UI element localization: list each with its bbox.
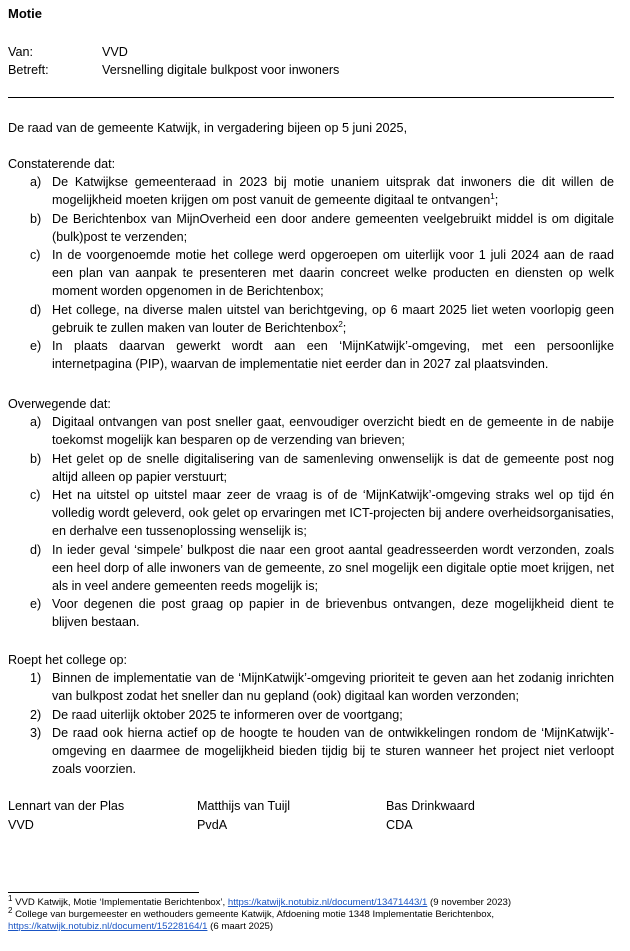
signer-name: Matthijs van Tuijl	[197, 799, 291, 813]
list-item-label: e)	[30, 339, 42, 354]
signer-name: Lennart van der Plas	[8, 799, 125, 813]
section-heading: Roept het college op:	[8, 653, 128, 667]
list-item-label: d)	[30, 302, 42, 317]
section-constaterende	[8, 155, 614, 373]
constaterende-list	[8, 173, 614, 373]
roept-list	[8, 669, 614, 778]
van-value: VVD	[102, 45, 128, 59]
header-divider	[8, 97, 614, 98]
list-item-text: De Berichtenbox van MijnOverheid een door andere gemeenten veelgebruikt middel is om digitale (bulk)post te verzenden;	[52, 211, 614, 244]
list-item-label: e)	[30, 597, 42, 612]
list-item-label: 2)	[30, 707, 42, 722]
footnote-2-cont: https://katwijk.notubiz.nl/document/15228164/1 (6 maart 2025)	[8, 921, 274, 932]
signer-party: PvdA	[197, 818, 228, 832]
footnote-divider	[8, 892, 199, 893]
list-item-text: De Katwijkse gemeenteraad in 2023 bij motie unaniem uitsprak dat inwoners die dit willen de mogelijkheid moeten krijgen om post vanuit de gemeente digitaal te ontvangen$^1$;	[52, 175, 614, 208]
section-heading: Overwegende dat:	[8, 397, 111, 411]
footnote-2-link[interactable]: https://katwijk.notubiz.nl/document/15228164/1	[8, 921, 208, 932]
meta-betreft-row	[8, 61, 339, 79]
list-item	[8, 210, 614, 246]
footnotes	[8, 893, 614, 933]
list-item-label: a)	[30, 415, 42, 430]
signer-pvda	[197, 797, 290, 835]
list-item	[8, 450, 614, 486]
betreft-label: Betreft:	[8, 63, 49, 77]
section-heading: Constaterende dat:	[8, 157, 116, 171]
list-item-label: 3)	[30, 725, 42, 740]
signer-party: CDA	[386, 818, 413, 832]
intro-text: De raad van de gemeente Katwijk, in vergadering bijeen op 5 juni 2025,	[8, 121, 408, 135]
list-item	[8, 724, 614, 779]
list-item-text: De raad ook hierna actief op de hoogte te houden van de ontwikkelingen rondom de ‘MijnKatwijk’-omgeving en daarmee de mogelijkheid bieden tijdig bij te sturen wanneer het project niet verloopt zoals voorzien.	[52, 725, 614, 777]
list-item-text: Binnen de implementatie van de ‘MijnKatwijk’-omgeving prioriteit te geven aan het zodanig inrichten van bulkpost zodat het sneller dan nu gepland (ook) digitaal kan worden verzonden;	[52, 671, 614, 704]
signer-party: VVD	[8, 818, 34, 832]
list-item-text: Digitaal ontvangen van post sneller gaat, eenvoudiger overzicht biedt en de gemeente in de nabije toekomst mogelijk kan besparen op de verzending van brieven;	[52, 415, 614, 448]
list-item	[8, 486, 614, 541]
list-item	[8, 595, 614, 631]
list-item-text: In de voorgenoemde motie het college werd opgeroepen om uiterlijk voor 1 juli 2024 aan de raad een plan van aanpak te presenteren met daarin concreet welke producten en diensten op welk moment worden opgenomen in de Berichtenbox;	[52, 248, 614, 299]
list-item-label: c)	[30, 488, 41, 503]
list-item-label: 1)	[30, 671, 42, 686]
overwegende-list	[8, 413, 614, 631]
footnote-ref: 2	[338, 319, 343, 329]
betreft-value: Versnelling digitale bulkpost voor inwoners	[102, 63, 340, 77]
document-title: Motie	[8, 6, 42, 21]
list-item-label: d)	[30, 542, 42, 557]
list-item-text: Voor degenen die post graag op papier in de brievenbus ontvangen, deze mogelijkheid dient te blijven bestaan.	[52, 597, 614, 630]
list-item	[8, 337, 614, 373]
signer-vvd	[8, 797, 124, 835]
list-item-text: De raad uiterlijk oktober 2025 te informeren over de voortgang;	[52, 707, 403, 722]
signatories	[8, 797, 614, 837]
section-roept	[8, 651, 614, 778]
list-item-text: Het gelet op de snelle digitalisering van de samenleving onwenselijk is dat de gemeente post nog altijd alleen op papier verstuurt;	[52, 451, 614, 484]
section-overwegende	[8, 395, 614, 632]
signer-name: Bas Drinkwaard	[386, 799, 475, 813]
footnote-2: $^2$ College van burgemeester en wethouders gemeente Katwijk, Afdoening motie 1348 Implementatie Berichtenbox,	[8, 905, 495, 920]
list-item-text: Het college, na diverse malen uitstel van berichtgeving, op 6 maart 2025 liet weten voorlopig geen gebruik te zullen maken van louter de Berichtenbox$^2$;	[52, 302, 614, 335]
list-item	[8, 301, 614, 337]
list-item	[8, 413, 614, 449]
list-item	[8, 541, 614, 596]
list-item-label: c)	[30, 248, 41, 263]
meta-van-row	[8, 43, 128, 61]
footnote-1: $^1$ VVD Katwijk, Motie ‘Implementatie Berichtenbox’, https://katwijk.notubiz.nl/document/13471443/1 (9 november 2023)	[8, 893, 512, 908]
list-item-label: b)	[30, 451, 42, 466]
list-item	[8, 173, 614, 209]
list-item	[8, 669, 614, 705]
footnote-ref: 1	[490, 192, 495, 202]
list-item-label: a)	[30, 175, 42, 190]
list-item-text: Het na uitstel op uitstel maar zeer de vraag is of de ‘MijnKatwijk’-omgeving straks wel op tijd én volledig wordt geleverd, ook gelet op ervaringen met ICT-projecten bij andere overheidsorganisaties, en derhalve een tussenoplossing wenselijk is;	[52, 488, 614, 539]
list-item-text: In ieder geval ‘simpele’ bulkpost die naar een groot aantal geadresseerden wordt verzonden, zoals een heel dorp of alle inwoners van de gemeente, zo snel mogelijk een digitale optie moet krijgen, net als in veel andere gemeenten reeds mogelijk is;	[52, 542, 614, 594]
list-item-label: b)	[30, 211, 42, 226]
footnote-1-link[interactable]: https://katwijk.notubiz.nl/document/13471443/1	[227, 897, 428, 908]
list-item	[8, 246, 614, 301]
van-label: Van:	[8, 45, 33, 59]
list-item	[8, 706, 614, 724]
signer-cda	[386, 797, 475, 835]
list-item-text: In plaats daarvan gewerkt wordt aan een ‘MijnKatwijk’-omgeving, met een persoonlijke internetpagina (PIP), waarvan de implementatie niet eerder dan in 2027 zal plaatsvinden.	[52, 339, 614, 372]
